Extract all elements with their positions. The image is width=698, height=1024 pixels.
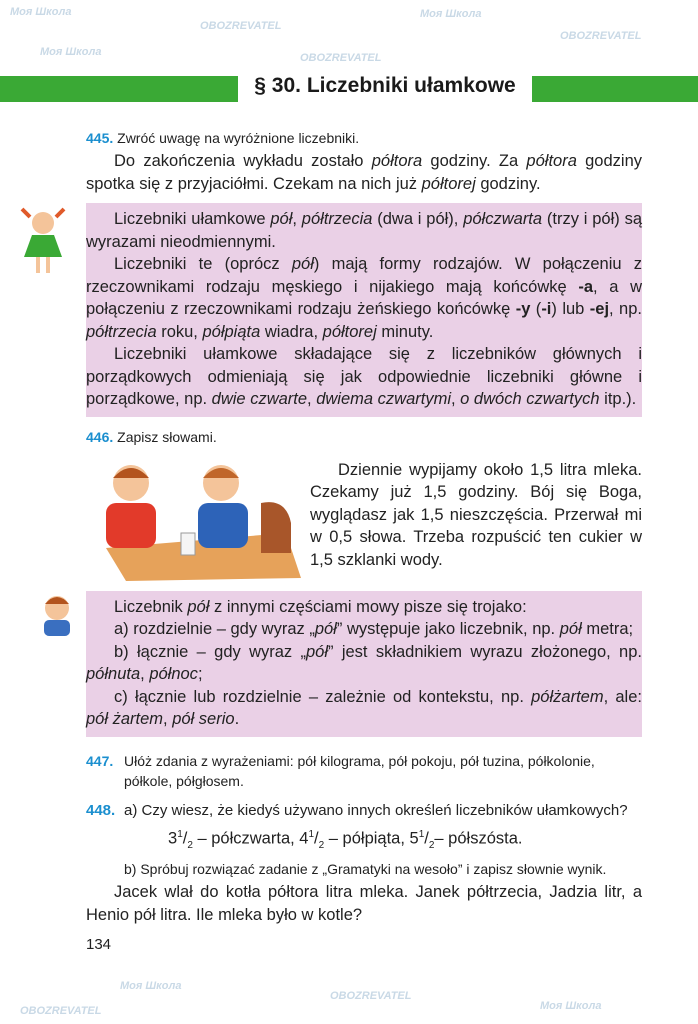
- rule-paragraph: [86, 596, 642, 619]
- content-column: [86, 128, 642, 954]
- text-segment: , np.: [609, 300, 642, 318]
- fraction-denominator: 2: [187, 839, 193, 851]
- boy-illustration-icon: [32, 590, 82, 640]
- italic-text: pół: [559, 620, 582, 638]
- italic-text: o dwóch czwartych: [460, 390, 600, 408]
- italic-text: półtora: [371, 152, 423, 170]
- watermark-text: OBOZREVATEL: [300, 52, 382, 64]
- exercise-445-text: [86, 150, 642, 195]
- text-segment: (dwa i pół),: [372, 210, 464, 228]
- text-segment: ,: [163, 710, 173, 728]
- italic-text: półtorej: [322, 322, 377, 341]
- text-segment: godziny.: [475, 174, 541, 193]
- text-segment: , a w połączeniu z rzeczownikami rodzaju żeńskiego końcówkę: [86, 277, 642, 318]
- italic-text: półżartem: [531, 687, 604, 706]
- italic-text: półtrzecia: [301, 210, 373, 228]
- italic-text: pół żartem: [86, 710, 164, 728]
- text-segment: , ale:: [603, 687, 642, 706]
- fraction-whole: 3: [168, 829, 178, 847]
- exercise-446-text: [310, 459, 642, 583]
- italic-text: półtrzecia: [86, 322, 157, 341]
- exercise-448-a: [86, 801, 642, 821]
- fraction-slash: /: [182, 829, 188, 847]
- text-segment: a) rozdzielnie – gdy wyraz „: [114, 620, 315, 638]
- exercise-445-heading: [86, 128, 642, 148]
- text-segment: itp.).: [599, 390, 637, 408]
- girl-illustration-icon: [12, 205, 74, 277]
- italic-text: półczwarta: [463, 210, 543, 228]
- rule-paragraph: [86, 641, 642, 686]
- watermark-text: OBOZREVATEL: [20, 1005, 102, 1017]
- text-segment: Dziennie wypijamy około 1,5 litra mleka. Czekamy już 1,5 godziny. Bój się Boga, wyglądasz jak 1,5 nieszczęścia. Przerwał mi w 0,5 słowa. Trzeba rozpuścić ten cukier w 1,5 szklanki wody.: [310, 460, 642, 569]
- italic-text: północ: [149, 665, 198, 683]
- watermark-text: Моя Школа: [120, 980, 182, 992]
- text-segment: ,: [451, 390, 461, 408]
- watermark-text: OBOZREVATEL: [330, 990, 412, 1002]
- exercise-instruction: Zapisz słowami.: [117, 428, 217, 445]
- text-segment: ;: [197, 665, 203, 683]
- exercise-question-b: b) Spróbuj rozwiązać zadanie z „Gramatyki na wesoło” i zapisz słownie wynik.: [124, 861, 607, 878]
- fraction-numerator: 1: [308, 828, 315, 840]
- text-segment: ) lub: [551, 300, 590, 318]
- exercise-number: 447.: [86, 752, 114, 769]
- header-bar-right: [532, 76, 698, 102]
- text-segment: z innymi częściami mowy pisze się trojako:: [209, 597, 527, 616]
- text-segment: Do zakończenia wykładu zostało: [114, 152, 372, 170]
- rule-paragraph: [86, 208, 642, 253]
- italic-text: pół serio: [172, 710, 235, 728]
- italic-text: pół: [187, 597, 210, 616]
- rule-paragraph: [86, 686, 642, 731]
- rule-box-2: [86, 591, 642, 737]
- fraction-numerator: 1: [177, 828, 183, 840]
- exercise-446-heading: [86, 427, 642, 447]
- bold-text: -ej: [589, 300, 610, 318]
- exercise-448-task: Jacek wlał do kotła półtora litra mleka. Janek półtrzecia, Jadzia litr, a Henio pół litra. Ile mleka było w kotle?: [86, 883, 642, 924]
- fraction-denominator: 2: [318, 839, 325, 851]
- watermark-text: Моя Школа: [420, 8, 482, 20]
- children-drinking-milk-illustration-icon: [86, 453, 306, 583]
- fraction-denominator: 2: [428, 839, 435, 851]
- bold-text: -i: [541, 300, 552, 318]
- text-segment: Liczebniki ułamkowe składające się z liczebników głównych i porządkowych odmieniają się jak odpowiednie liczebniki główne i porządkowe, np.: [86, 345, 642, 408]
- text-segment: ” jest składnikiem wyrazu złożonego, np.: [328, 642, 642, 661]
- italic-text: półpiąta: [202, 322, 261, 341]
- bold-text: -a: [578, 277, 594, 296]
- italic-text: półtorej: [421, 174, 476, 193]
- text-segment: godziny spotka się z przyjaciółmi. Czekam na nich już: [86, 152, 642, 193]
- text-segment: Liczebnik: [114, 597, 188, 616]
- watermark-text: OBOZREVATEL: [560, 30, 642, 42]
- italic-text: pół: [291, 255, 314, 273]
- exercise-446-body: [86, 453, 642, 583]
- fraction-formula: [86, 823, 642, 858]
- fraction-word: – półczwarta,: [192, 829, 300, 847]
- text-segment: wiadra,: [260, 322, 323, 341]
- exercise-instruction: Zwróć uwagę na wyróżnione liczebniki.: [117, 130, 360, 146]
- fraction-slash: /: [314, 829, 319, 847]
- fraction-whole: 5: [409, 829, 419, 847]
- text-segment: .: [234, 710, 240, 728]
- fraction-numerator: 1: [418, 828, 425, 840]
- text-segment: Liczebniki te (oprócz: [114, 255, 292, 273]
- italic-text: półtora: [526, 152, 577, 170]
- text-segment: (: [530, 300, 542, 318]
- text-segment: ) mają formy rodzajów. W połączeniu z rzeczownikami rodzaju męskiego i nijakiego mają końcówkę: [86, 255, 642, 296]
- rule-paragraph: [86, 618, 642, 641]
- text-segment: minuty.: [376, 322, 434, 341]
- fraction-slash: /: [424, 829, 429, 847]
- text-segment: ,: [140, 665, 150, 683]
- watermark-text: Моя Школа: [40, 46, 102, 58]
- italic-text: półnuta: [86, 665, 141, 683]
- exercise-447: [86, 751, 642, 791]
- watermark-text: OBOZREVATEL: [200, 20, 282, 32]
- text-segment: ,: [292, 210, 302, 228]
- rule-paragraph: [86, 343, 642, 411]
- text-segment: ,: [307, 390, 317, 408]
- text-segment: godziny. Za: [422, 152, 527, 170]
- exercise-number: 448.: [86, 801, 116, 819]
- exercise-number: 446.: [86, 428, 114, 445]
- text-segment: (trzy i pół) są wyrazami nieodmiennymi.: [86, 210, 642, 251]
- italic-text: pół: [314, 620, 337, 638]
- fraction-word: – półszósta.: [434, 829, 523, 847]
- exercise-question-a: a) Czy wiesz, że kiedyś używano innych określeń liczebników ułamkowych?: [124, 801, 628, 819]
- text-segment: ” występuje jako liczebnik, np.: [336, 620, 560, 638]
- italic-text: pół: [270, 210, 293, 228]
- text-segment: Liczebniki ułamkowe: [114, 210, 271, 228]
- bold-text: -y: [515, 300, 531, 318]
- fraction-word: – półpiąta,: [324, 829, 410, 847]
- italic-text: dwiema czwartymi: [316, 390, 451, 408]
- watermark-text: Моя Школа: [10, 6, 72, 18]
- exercise-number: 445.: [86, 130, 114, 146]
- italic-text: pół: [305, 642, 329, 661]
- exercise-instruction: Ułóż zdania z wyrażeniami: pół kilograma, pół pokoju, pół tuzina, półkolonie, półkole, półgłosem.: [124, 752, 595, 789]
- text-segment: roku,: [156, 322, 203, 341]
- text-segment: b) łącznie – gdy wyraz „: [114, 642, 306, 661]
- text-segment: metra;: [581, 620, 634, 638]
- rule-paragraph: [86, 253, 642, 343]
- text-segment: c) łącznie lub rozdzielnie – zależnie od kontekstu, np.: [114, 687, 532, 706]
- fraction-whole: 4: [299, 829, 309, 847]
- section-title: § 30. Liczebniki ułamkowe: [254, 74, 516, 97]
- header-bar-left: [0, 76, 238, 102]
- watermark-text: Моя Школа: [540, 1000, 602, 1012]
- rule-box-1: [86, 203, 642, 417]
- italic-text: dwie czwarte: [211, 390, 308, 408]
- page-number: 134: [86, 936, 112, 954]
